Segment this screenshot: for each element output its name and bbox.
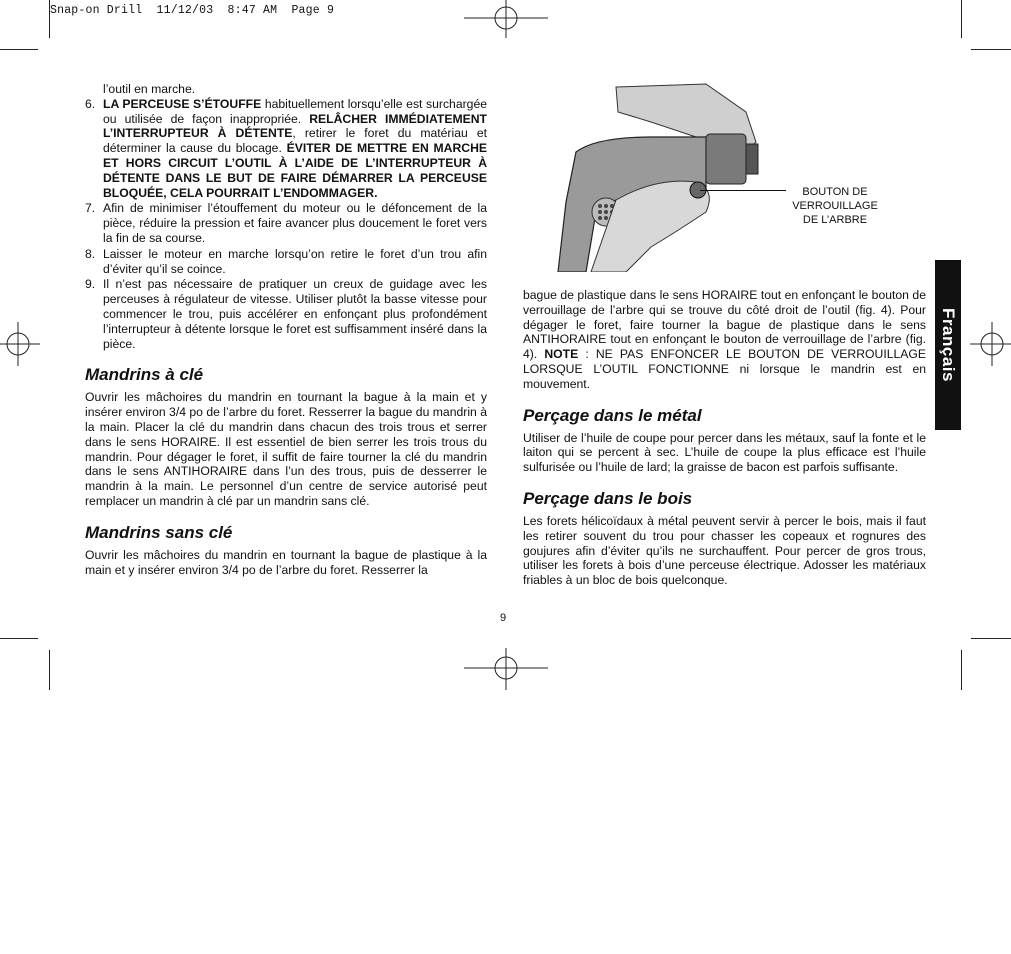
callout-line [700, 190, 786, 191]
registration-mark-bottom [464, 648, 548, 692]
right-column [523, 288, 926, 588]
drill-illustration [556, 82, 771, 272]
registration-mark-right [970, 322, 1011, 366]
continued-text: l’outil en marche. [103, 82, 196, 96]
steps-list [85, 97, 487, 352]
paragraph-metal-drilling: Utiliser de l’huile de coupe pour percer dans les métaux, sauf la fonte et le laiton qui se percent à sec. L’huile de coupe la plus efficace est l’huile sulfurisée ou l’huile de lard; la graisse de bacon est parfois suffisante. [523, 430, 926, 475]
heading-keyless-chucks: Mandrins sans clé [85, 522, 233, 542]
paragraph-wood-drilling: Les forets hélicoïdaux à métal peuvent servir à percer le bois, mais il faut les retirer souvent du trou pour chasser les copeaux et rognures des goujures afin d’éviter qu’ils ne surchauffent. Pour percer de gros trous, utiliser les forets à bois d’une perceuse électrique. Adosser les matériaux friables à un bloc de bois quelconque. [523, 513, 926, 588]
step-7: 7. Afin de minimiser l’étouffement du moteur ou le défoncement de la pièce, réduire la pression et faire avancer plus doucement le foret vers la fin de sa course. [85, 201, 487, 245]
registration-mark-left [0, 322, 40, 366]
step-9: 9. Il n’est pas nécessaire de pratiquer un creux de guidage avec les perceuses à régulateur de vitesse. Utiliser plutôt la basse vitesse pour commencer le trou, puis accélérer en enfonçant plus profondément l’interrupteur à détente lorsque le foret est suffisamment inséré dans la pièce. [85, 277, 487, 351]
heading-keyed-chucks: Mandrins à clé [85, 365, 204, 385]
paragraph-keyless-chucks: Ouvrir les mâchoires du mandrin en tournant la bague de plastique à la main et y insérer environ 3/4 po de l’arbre du foret. Resserrer la [85, 547, 487, 577]
callout-spindle-lock: BOUTON DE VERROUILLAGE DE L’ARBRE [792, 186, 878, 226]
language-tab [935, 260, 961, 430]
heading-wood-drilling: Perçage dans le bois [523, 488, 693, 508]
step-8: 8. Laisser le moteur en marche lorsqu’on retire le foret d’un trou afin d’éviter qu’il se coince. [85, 246, 487, 276]
registration-mark-top [464, 0, 548, 40]
print-slug: Snap-on Drill 11/12/03 8:47 AM Page 9 [50, 4, 335, 17]
page-number: 9 [500, 612, 507, 624]
left-column [85, 82, 487, 577]
language-tab-label: Français [939, 308, 958, 382]
step-6: 6. LA PERCEUSE S’ÉTOUFFE habituellement lorsqu’elle est surchargée ou utilisée de façon inappropriée. RELÂCHER IMMÉDIATEMENT L’INTERRUPTEUR À DÉTENTE, retirer le foret du matériau et déterminer la cause du blocage. ÉVITER DE METTRE EN MARCHE ET HORS CIRCUIT L’OUTIL À L’AIDE DE L’INTERRUPTEUR À DÉTENTE DANS LE BUT DE FAIRE DÉMARRER LA PERCEUSE BLOQUÉE, CELA POURRAIT L’ENDOMMAGER. [85, 96, 488, 200]
paragraph-keyed-chucks: Ouvrir les mâchoires du mandrin en tournant la bague à la main et y insérer environ 3/4 po de l’arbre du foret. Resserrer la bague du mandrin à la main. Placer la clé du mandrin dans chacun des trois trous et serrer dans le sens HORAIRE. Il est essentiel de bien serrer les trois trous du mandrin. Pour dégager le foret, il suffit de faire tourner la clé du mandrin dans le sens ANTIHORAIRE dans l’un des trous, puis de desserrer le mandrin à la main. Le personnel d’un centre de service autorisé peut remplacer un mandrin à clé par un mandrin sans clé. [85, 390, 487, 508]
paragraph-keyless-cont: bague de plastique dans le sens HORAIRE tout en enfonçant le bouton de verrouillage de l’arbre qui se trouve du côté droit de l’outil (fig. 4). Pour dégager le foret, faire tourner la bague de plastique dans le sens ANTIHORAIRE tout en enfonçant le bouton de verrouillage de l’arbre (fig. 4). NOTE : NE PAS ENFONCER LE BOUTON DE VERROUILLAGE LORSQUE L’OUTIL FONCTIONNE ni lorsque le mandrin est en mouvement. [523, 288, 926, 391]
heading-metal-drilling: Perçage dans le métal [523, 405, 702, 425]
